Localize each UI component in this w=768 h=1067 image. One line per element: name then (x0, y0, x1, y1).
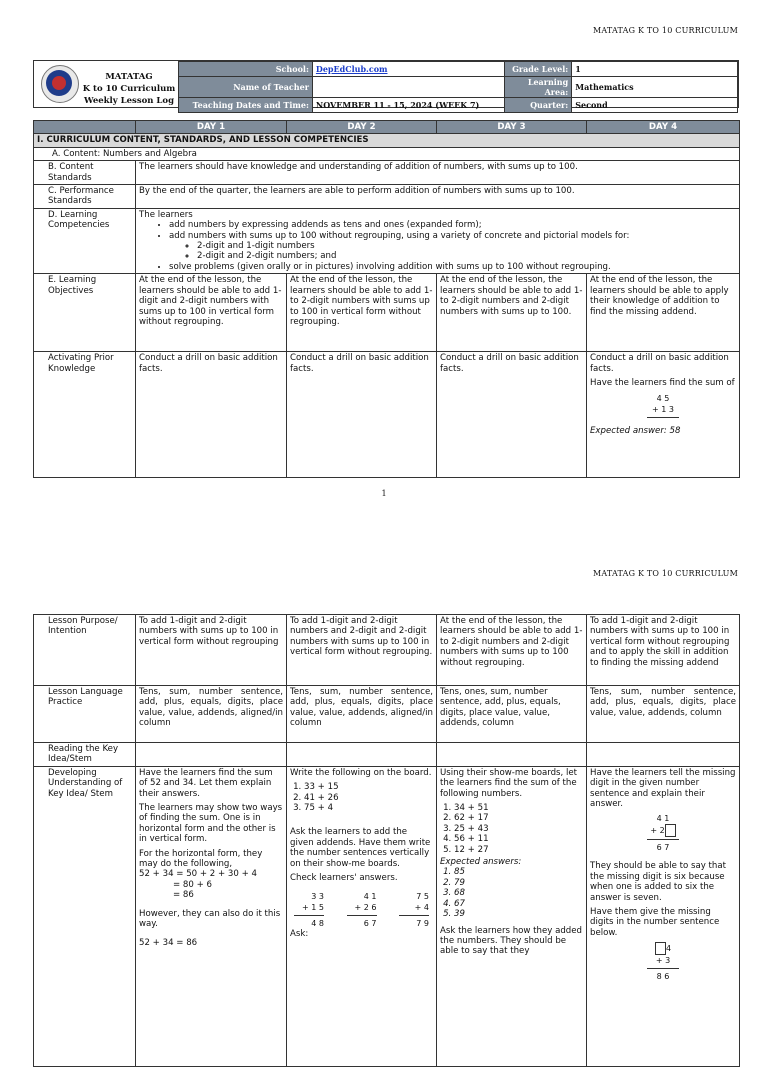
area-label: Learning Area: (505, 77, 572, 98)
dev-d3-item: 5. 12 + 27 (454, 845, 583, 855)
competencies-label: D. Learning Competencies (34, 208, 136, 273)
prior-day3: Conduct a drill on basic addition facts. (437, 352, 587, 478)
language-row (34, 686, 740, 743)
dev-d3-expected-list (440, 867, 583, 919)
header-fields (178, 61, 738, 113)
missing-digit-box (655, 942, 666, 955)
dev-d2-list (290, 782, 433, 813)
language-day3: Tens, ones, sum, number sentence, add, plus, equals, digits, place value, value, addends, column (437, 686, 587, 743)
title-block (79, 71, 179, 107)
title-line2: K to 10 Curriculum (82, 84, 176, 94)
objectives-day4: At the end of the lesson, the learners should be able to apply their knowledge of addition to find the missing addend. (587, 274, 740, 352)
missing-digit-problem (590, 813, 736, 853)
developing-day4 (587, 766, 740, 1066)
vs-add: + 2 6 (354, 903, 377, 913)
vs-top: 3 3 (311, 892, 324, 902)
area-value: Mathematics (572, 77, 738, 98)
performance-standards-row (34, 185, 740, 209)
day2-header: DAY 2 (287, 121, 437, 134)
content-standards-label: B. Content Standards (34, 161, 136, 185)
dev-d1-p2: The learners may show two ways of finding the sum. One is in horizontal form and the other is in vertical form. (139, 803, 283, 845)
dev-d3-expected-label: Expected answers: (440, 857, 522, 868)
grade-label: Grade Level: (505, 62, 572, 77)
day1-header: DAY 1 (136, 121, 287, 134)
dev-d2-item: 2. 41 + 26 (304, 793, 433, 803)
dev-d3-p1: Using their show-me boards, let the learners find the sum of the following numbers. (440, 767, 578, 799)
md2-add: + 3 (655, 956, 671, 966)
competency-item: • solve problems (given orally or in pictures) involving addition with sums up to 100 without regrouping. (169, 262, 736, 272)
objectives-day3: At the end of the lesson, the learners should be able to add 1-to 2-digit numbers and 2-digit numbers with sums up to 100. (437, 274, 587, 352)
purpose-day4: To add 1-digit and 2-digit numbers with sums up to 100 in vertical form without regrouping and to apply the skill in addition to finding the missing addend (587, 615, 740, 686)
language-day1: Tens, sum, number sentence, add, plus, equals, digits, place value, value, addends, aligned/in column (136, 686, 287, 743)
dev-d3-expected: 5. 39 (454, 909, 583, 919)
competency-subitem: ◦ 2-digit and 1-digit numbers (197, 241, 736, 251)
dev-d2-p4: Ask: (290, 929, 309, 940)
grade-value: 1 (572, 62, 738, 77)
dev-d2-item: 1. 33 + 15 (304, 782, 433, 792)
objectives-row (34, 274, 740, 352)
vs-add: + 1 5 (302, 903, 324, 913)
md-top: 4 1 (656, 814, 670, 824)
competency-sublist (169, 241, 736, 262)
teacher-value (312, 77, 505, 98)
prior-knowledge-row (34, 352, 740, 478)
md-add-row (590, 824, 736, 837)
competencies-row (34, 208, 740, 273)
day4-header: DAY 4 (587, 121, 740, 134)
md-add: + 2 (650, 826, 665, 836)
competencies-cell (136, 208, 740, 273)
dev-d3-p2: Ask the learners how they added the numbers. They should be able to say that they (440, 925, 583, 957)
competency-text: add numbers with sums up to 100 without regrouping, using a variety of concrete and pictorial models for: (169, 230, 630, 241)
running-header: MATATAG K TO 10 CURRICULUM (592, 26, 738, 35)
deped-seal-icon (41, 65, 79, 103)
title-line3: Weekly Lesson Log (83, 96, 175, 106)
md2-sum: 8 6 (656, 972, 670, 982)
md2-top-row (590, 942, 736, 955)
vs-sum: 7 9 (416, 919, 429, 929)
competency-item (169, 231, 736, 262)
prior-knowledge-label: Activating Prior Knowledge (34, 352, 136, 478)
school-value (312, 62, 505, 77)
purpose-day3: At the end of the lesson, the learners should be able to add 1-to 2-digit numbers and 2-digit numbers with sums up to 100 without regrouping. (437, 615, 587, 686)
competencies-intro: The learners (139, 209, 193, 220)
language-label: Lesson Language Practice (34, 686, 136, 743)
vs-top: 4 1 (363, 892, 377, 902)
dev-d1-eq1: 52 + 34 = 50 + 2 + 30 + 4 (139, 869, 257, 880)
objectives-day2: At the end of the lesson, the learners should be able to add 1-to 2-digit numbers with sums up to 100 in vertical form without regrouping. (287, 274, 437, 352)
purpose-row (34, 615, 740, 686)
day-header-row (34, 121, 740, 134)
dev-d3-item: 3. 25 + 43 (454, 824, 583, 834)
dev-d2-vertical-sums (290, 891, 433, 929)
md2-top: 4 (665, 944, 672, 954)
prior-expected-answer: Expected answer: 58 (590, 425, 681, 436)
dev-d1-eq4: 52 + 34 = 86 (139, 937, 198, 948)
header-block (33, 60, 739, 108)
competencies-list (139, 220, 736, 272)
page-number: 1 (381, 489, 387, 498)
dev-d3-expected: 3. 68 (454, 888, 583, 898)
vs-sum: 6 7 (363, 919, 377, 929)
dev-d1-p1: Have the learners find the sum of 52 and 34. Let them explain their answers. (139, 767, 273, 799)
missing-digit-box (665, 824, 676, 837)
reading-row (34, 743, 740, 767)
sum-rule (647, 417, 679, 418)
running-header-page2: MATATAG K TO 10 CURRICULUM (592, 569, 738, 578)
content-standards-row (34, 161, 740, 185)
section-i-heading: I. CURRICULUM CONTENT, STANDARDS, AND LESSON COMPETENCIES (34, 134, 740, 147)
title-line1: MATATAG (105, 72, 153, 82)
md-sum: 6 7 (656, 843, 670, 853)
section-heading-row (34, 134, 740, 147)
dev-d3-list (440, 803, 583, 855)
developing-day2 (287, 766, 437, 1066)
dev-d3-item: 1. 34 + 51 (454, 803, 583, 813)
purpose-day1: To add 1-digit and 2-digit numbers with sums up to 100 in vertical form without regrouping (136, 615, 287, 686)
developing-day1 (136, 766, 287, 1066)
lesson-table-page2 (33, 614, 740, 1067)
content-row (34, 147, 740, 160)
competency-subitem: ◦ 2-digit and 2-digit numbers; and (197, 251, 736, 261)
dev-d3-expected: 4. 67 (454, 899, 583, 909)
vs-add: + 4 (414, 903, 429, 913)
reading-label: Reading the Key Idea/Stem (34, 743, 136, 767)
vertical-sum (347, 891, 377, 929)
dev-d3-item: 2. 62 + 17 (454, 813, 583, 823)
dates-label: Teaching Dates and Time: (179, 98, 313, 113)
language-day4: Tens, sum, number sentence, add, plus, equals, digits, place value, value, addends, column (587, 686, 740, 743)
lesson-table-page1 (33, 120, 740, 478)
dev-d3-expected: 1. 85 (454, 867, 583, 877)
school-label: School: (179, 62, 313, 77)
quarter-label: Quarter: (505, 98, 572, 113)
performance-standards-text: By the end of the quarter, the learners are able to perform addition of numbers with sums up to 100. (136, 185, 740, 209)
prior-day4-prompt: Have the learners find the sum of (590, 378, 735, 389)
objectives-label: E. Learning Objectives (34, 274, 136, 352)
developing-row (34, 766, 740, 1066)
objectives-day1: At the end of the lesson, the learners should be able to add 1-digit and 2-digit numbers with sums up to 100 in vertical form without regrouping. (136, 274, 287, 352)
content-standards-text: The learners should have knowledge and understanding of addition of numbers, with sums up to 100. (136, 161, 740, 185)
dev-d2-item: 3. 75 + 4 (304, 803, 433, 813)
dev-d1-p3: For the horizontal form, they may do the following, (139, 848, 263, 870)
vs-sum: 4 8 (311, 919, 324, 929)
vs-top: 7 5 (416, 892, 429, 902)
prior-day1: Conduct a drill on basic addition facts. (136, 352, 287, 478)
performance-standards-label: C. Performance Standards (34, 185, 136, 209)
purpose-day2: To add 1-digit and 2-digit numbers and 2-digit and 2-digit numbers with sums up to 100 in vertical form without regrouping. (287, 615, 437, 686)
dev-d3-item: 4. 56 + 11 (454, 834, 583, 844)
dev-d1-p4: However, they can also do it this way. (139, 908, 281, 930)
prior-day2: Conduct a drill on basic addition facts. (287, 352, 437, 478)
dev-d2-p2: Ask the learners to add the given addends. Have them write the number sentences vertically on their show-me boards. (290, 827, 431, 869)
vertical-sum (294, 891, 324, 929)
teacher-label: Name of Teacher (179, 77, 313, 98)
competency-item: • add numbers by expressing addends as tens and ones (expanded form); (169, 220, 736, 230)
language-day2: Tens, sum, number sentence, add, plus, equals, digits, place value, value, addends, aligned/in column (287, 686, 437, 743)
prior-day4-text: Conduct a drill on basic addition facts. (590, 353, 729, 374)
dev-d4-p3: Have them give the missing digits in the number sentence below. (590, 907, 720, 938)
dates-value: NOVEMBER 11 - 15, 2024 (WEEK 7) (312, 98, 505, 113)
content-label: A. Content: Numbers and Algebra (34, 147, 740, 160)
vertical-sum (399, 891, 429, 929)
dev-d3-expected: 2. 79 (454, 878, 583, 888)
dev-d1-eq3: = 86 (173, 890, 194, 901)
developing-label: Developing Understanding of Key Idea/ Stem (34, 766, 136, 1066)
vertical-addition (590, 393, 736, 418)
dev-d1-eq2: = 80 + 6 (173, 879, 212, 890)
school-link[interactable]: DepEdClub.com (315, 64, 388, 74)
addend-top: 4 5 (656, 393, 670, 403)
dev-d2-p3: Check learners' answers. (290, 873, 398, 884)
day3-header: DAY 3 (437, 121, 587, 134)
prior-day4 (587, 352, 740, 478)
quarter-value: Second (572, 98, 738, 113)
addend-bottom: + 1 3 (652, 404, 674, 414)
dev-d2-p1: Write the following on the board. (290, 767, 432, 778)
purpose-label: Lesson Purpose/ Intention (34, 615, 136, 686)
dev-d4-p2: They should be able to say that the missing digit is six because when one is added to six the answer is seven. (590, 861, 726, 903)
missing-digit-problem-2 (590, 942, 736, 982)
developing-day3 (437, 766, 587, 1066)
dev-d4-p1: Have the learners tell the missing digit in the given number sentence and explain their answer. (590, 767, 736, 810)
